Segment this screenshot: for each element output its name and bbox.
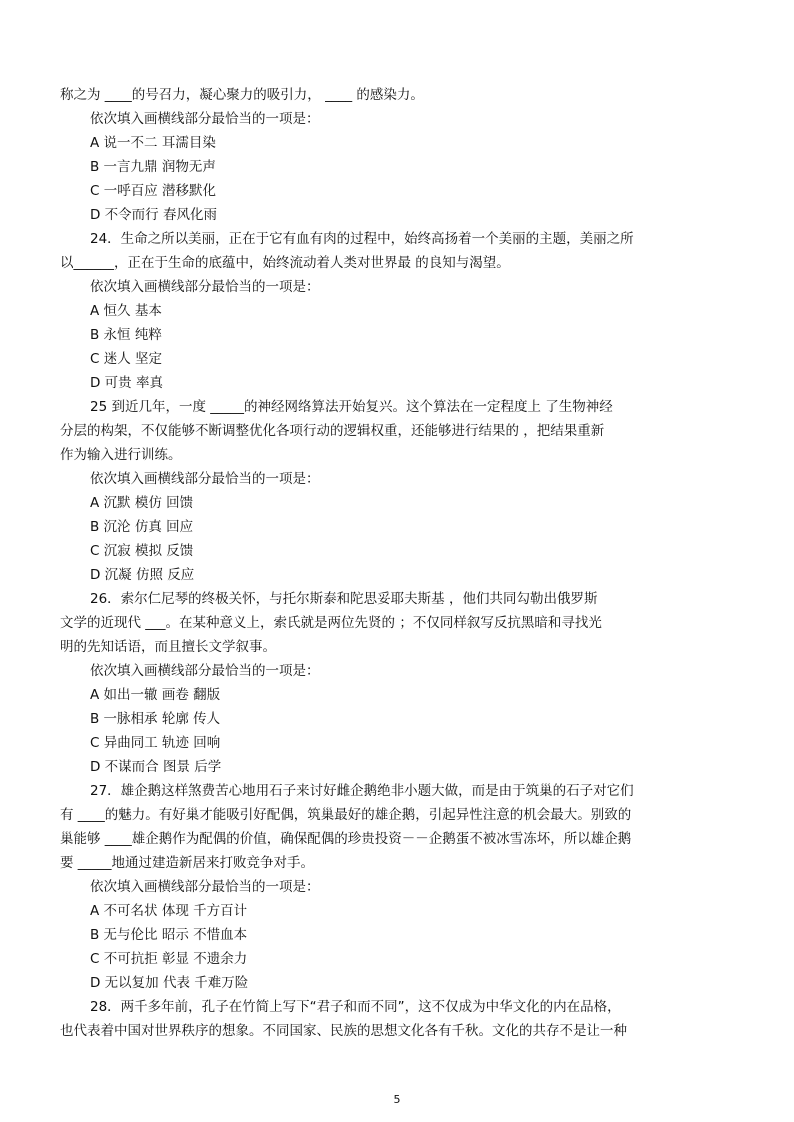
text-line: 要 _____地通过建造新居来打败竞争对手。 xyxy=(60,855,315,871)
option-b: B 无与伦比 昭示 不惜血本 xyxy=(90,927,248,943)
option-c: C 一呼百应 潜移默化 xyxy=(90,183,217,199)
text-line: 称之为 ____的号召力，凝心聚力的吸引力， ____ 的感染力。 xyxy=(60,87,424,103)
option-a: A 如出一辙 画卷 翻版 xyxy=(90,687,221,703)
option-a: A 恒久 基本 xyxy=(90,303,162,319)
question-26-stem: 26．索尔仁尼琴的终极关怀，与托尔斯泰和陀思妥耶夫斯基 ，他们共同勾勒出俄罗斯 xyxy=(90,591,598,607)
page-number: 5 xyxy=(393,1093,401,1106)
question-24-stem: 24．生命之所以美丽，正在于它有血有肉的过程中，始终高扬着一个美丽的主题，美丽之所 xyxy=(90,231,634,247)
option-c: C 迷人 坚定 xyxy=(90,351,163,367)
option-b: B 一脉相承 轮廓 传人 xyxy=(90,711,221,727)
option-b: B 永恒 纯粹 xyxy=(90,327,162,343)
option-c: C 异曲同工 轨迹 回响 xyxy=(90,735,221,751)
question-prompt: 依次填入画横线部分最恰当的一项是： xyxy=(90,111,320,127)
text-line: 巢能够 ____雄企鹅作为配偶的价值，确保配偶的珍贵投资－－企鹅蛋不被冰雪冻坏，所以雄企鹅 xyxy=(60,831,632,847)
question-27-stem: 27．雄企鹅这样煞费苦心地用石子来讨好雌企鹅绝非小题大做，而是由于筑巢的石子对它们 xyxy=(90,783,634,799)
question-prompt: 依次填入画横线部分最恰当的一项是： xyxy=(90,663,320,679)
option-d: D 沉凝 仿照 反应 xyxy=(90,567,195,583)
text-line: 有 ____的魅力。有好巢才能吸引好配偶，筑巢最好的雄企鹅，引起异性注意的机会最大。别致的 xyxy=(60,807,632,823)
text-line: 以______，正在于生命的底蕴中，始终流动着人类对世界最 的良知与渴望。 xyxy=(60,255,510,271)
option-c: C 沉寂 模拟 反馈 xyxy=(90,543,194,559)
text-line: 分层的构架，不仅能够不断调整优化各项行动的逻辑权重，还能够进行结果的 ，把结果重新 xyxy=(60,423,605,439)
text-line: 作为输入进行训练。 xyxy=(60,447,182,463)
option-b: B 沉沦 仿真 回应 xyxy=(90,519,194,535)
option-d: D 无以复加 代表 千难万险 xyxy=(90,975,249,991)
option-d: D 可贵 率真 xyxy=(90,375,163,391)
text-line: 文学的近现代 ___。在某种意义上，索氏就是两位先贤的 ；不仅同样叙写反抗黑暗和寻找光 xyxy=(60,615,602,631)
option-a: A 不可名状 体现 千方百计 xyxy=(90,903,248,919)
option-c: C 不可抗拒 彰显 不遗余力 xyxy=(90,951,248,967)
option-a: A 说一不二 耳濡目染 xyxy=(90,135,216,151)
text-line: 明的先知话语，而且擅长文学叙事。 xyxy=(60,639,276,655)
option-a: A 沉默 模仿 回馈 xyxy=(90,495,194,511)
option-d: D 不谋而合 图景 后学 xyxy=(90,759,222,775)
question-25-stem: 25 到近几年，一度 _____的神经网络算法开始复兴。这个算法在一定程度上 了生物神经 xyxy=(90,399,613,415)
question-prompt: 依次填入画横线部分最恰当的一项是： xyxy=(90,471,320,487)
question-prompt: 依次填入画横线部分最恰当的一项是： xyxy=(90,879,320,895)
question-prompt: 依次填入画横线部分最恰当的一项是： xyxy=(90,279,320,295)
question-28-stem: 28．两千多年前，孔子在竹简上写下“君子和而不同”，这不仅成为中华文化的内在品格， xyxy=(90,999,621,1015)
option-d: D 不令而行 春风化雨 xyxy=(90,207,217,223)
option-b: B 一言九鼎 润物无声 xyxy=(90,159,216,175)
text-line: 也代表着中国对世界秩序的想象。不同国家、民族的思想文化各有千秋。文化的共存不是让一种 xyxy=(60,1023,627,1039)
